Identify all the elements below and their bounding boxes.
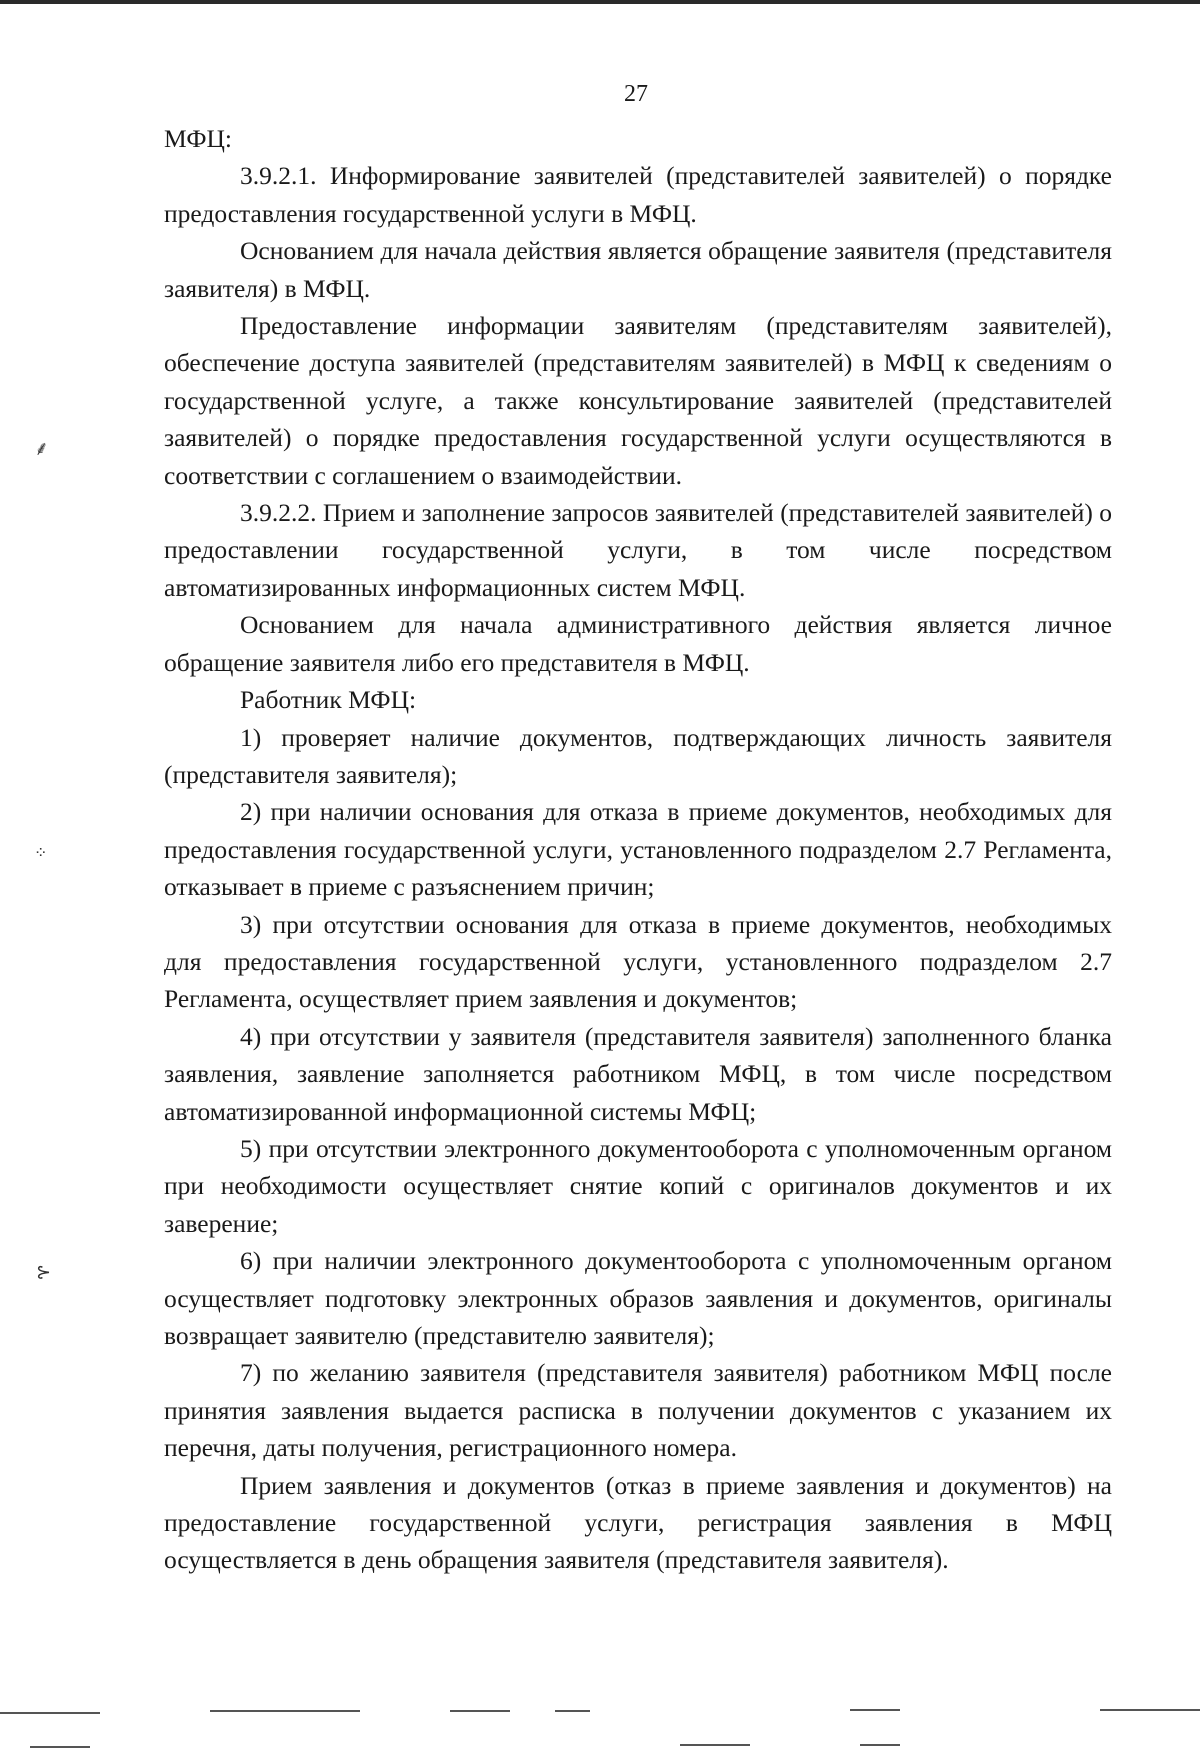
scan-dash (210, 1710, 360, 1712)
top-edge-rule (0, 0, 1200, 4)
list-item: 6) при наличии электронного документооборота с уполномоченным органом осуществляет подготовку электронных образов заявления и документов, оригиналы возвращает заявителю (представителю заявителя); (164, 1246, 1112, 1350)
paragraph-section-3-9-2-1: 3.9.2.1. Информирование заявителей (представителей заявителей) о порядке предоставления государственной услуги в МФЦ. (164, 161, 1112, 228)
scan-bottom-dashes (0, 1700, 1200, 1753)
paragraph-section-3-9-2-2: 3.9.2.2. Прием и заполнение запросов заявителей (представителей заявителей) о предоставлении государственной услуги, в том числе посредством автоматизированных информационных систем МФЦ. (164, 498, 1112, 602)
paragraph-heading-continuation: МФЦ: (164, 124, 232, 153)
paragraph-list-intro: Работник МФЦ: (240, 685, 417, 715)
scan-speck-mark: ⊱ (36, 1262, 52, 1283)
page-number: 27 (624, 81, 648, 107)
scan-speck-mark: ⸙ (34, 436, 49, 460)
paragraph: Основанием для начала действия является обращение заявителя (представителя заявителя) в МФЦ. (164, 236, 1112, 303)
scan-dash (860, 1744, 900, 1746)
scan-dash (555, 1710, 590, 1712)
scan-dash (680, 1744, 750, 1746)
scan-dash (850, 1709, 900, 1711)
scan-dash (450, 1710, 510, 1712)
list-item: 2) при наличии основания для отказа в приеме документов, необходимых для предоставления государственной услуги, установленного подразделом 2.7 Регламента, отказывает в приеме с разъяснением причин; (164, 797, 1112, 902)
scan-speck-mark: ⁘ (34, 843, 48, 862)
list-item: 1) проверяет наличие документов, подтверждающих личность заявителя (представителя заявителя); (164, 722, 1112, 789)
scan-dash (0, 1712, 100, 1714)
paragraph: Предоставление информации заявителям (представителям заявителей), обеспечение доступа заявителей (представителям заявителей) в МФЦ к сведениям о государственной услуге, а также консультирование заявителей (представителей заявителей) о порядке предоставления государственной услуги осуществляются в соответствии с соглашением о взаимодействии. (164, 311, 1112, 490)
list-item: 3) при отсутствии основания для отказа в приеме документов, необходимых для предоставления государственной услуги, установленного подразделом 2.7 Регламента, осуществляет прием заявления и документов; (164, 909, 1112, 1014)
list-item: 4) при отсутствии у заявителя (представителя заявителя) заполненного бланка заявления, заявление заполняется работником МФЦ, в том числе посредством автоматизированной информационной системы МФЦ; (164, 1021, 1112, 1126)
document-body (164, 120, 1112, 1579)
scan-dash (30, 1746, 90, 1748)
paragraph: Прием заявления и документов (отказ в приеме заявления и документов) на предоставление государственной услуги, регистрация заявления в МФЦ осуществляется в день обращения заявителя (представителя заявителя). (164, 1470, 1112, 1575)
paragraph: Основанием для начала административного действия является личное обращение заявителя либо его представителя в МФЦ. (164, 610, 1112, 677)
list-item: 5) при отсутствии электронного документооборота с уполномоченным органом при необходимости осуществляет снятие копий с оригиналов документов и их заверение; (164, 1133, 1112, 1238)
scan-dash (1100, 1709, 1200, 1711)
list-item: 7) по желанию заявителя (представителя заявителя) работником МФЦ после принятия заявления выдается расписка в получении документов с указанием их перечня, даты получения, регистрационного номера. (164, 1358, 1112, 1463)
